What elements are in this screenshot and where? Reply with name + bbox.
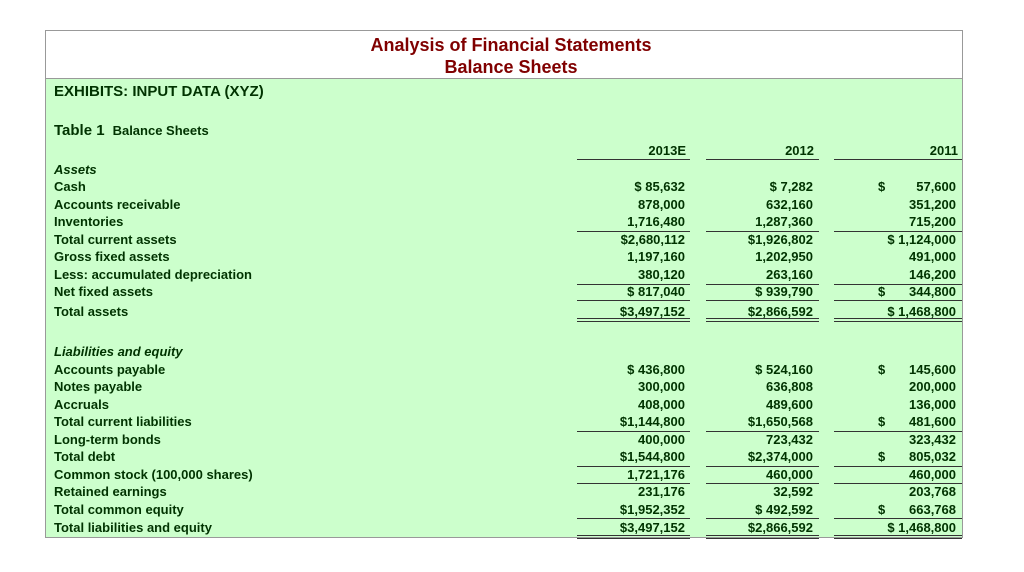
- underline: [834, 466, 962, 467]
- row-label: Accruals: [54, 397, 109, 412]
- underline: [706, 431, 819, 432]
- value-2013e: 878,000: [638, 197, 685, 212]
- underline: [834, 284, 962, 285]
- value-2012: $2,866,592: [747, 520, 813, 535]
- underline: [577, 518, 690, 519]
- row-label: Total debt: [54, 449, 116, 464]
- value-2013e: $ 817,040: [627, 284, 685, 299]
- value-2012: $ 524,160: [755, 362, 813, 377]
- value-2011: $ 1,124,000: [887, 232, 956, 247]
- exhibit-heading: EXHIBITS: INPUT DATA (XYZ): [54, 83, 264, 100]
- page-subtitle: Balance Sheets: [444, 57, 578, 77]
- row-label: Gross fixed assets: [54, 249, 170, 264]
- header-underline-2012: [706, 159, 819, 160]
- value-2012: 636,808: [766, 379, 813, 394]
- underline: [577, 483, 690, 484]
- underline: [834, 231, 962, 232]
- value-2012: 723,432: [766, 432, 813, 447]
- row-label: Accounts payable: [54, 362, 166, 377]
- value-2013e: $1,544,800: [619, 449, 685, 464]
- table-name: Balance Sheets: [112, 123, 209, 138]
- value-2012: $ 7,282: [769, 179, 813, 194]
- underline: [834, 483, 962, 484]
- currency-2011: $: [878, 284, 886, 299]
- value-2013e: 300,000: [638, 379, 685, 394]
- row-label: Retained earnings: [54, 484, 167, 499]
- value-2012: 632,160: [766, 197, 813, 212]
- underline: [577, 284, 690, 285]
- year-header-2011: 2011: [929, 143, 958, 158]
- value-2013e: $1,952,352: [619, 502, 685, 517]
- underline: [577, 431, 690, 432]
- row-label: Long-term bonds: [54, 432, 161, 447]
- row-label: Inventories: [54, 214, 124, 229]
- table-number: Table 1: [54, 122, 105, 139]
- underline: [706, 518, 819, 519]
- value-2012: 1,287,360: [755, 214, 813, 229]
- value-2011: 344,800: [909, 284, 956, 299]
- double-underline: [706, 318, 819, 322]
- currency-2011: $: [878, 179, 886, 194]
- row-label: Total common equity: [54, 502, 184, 517]
- double-underline: [577, 318, 690, 322]
- table-caption: [54, 122, 209, 140]
- value-2013e: $3,497,152: [619, 304, 685, 319]
- value-2013e: 1,721,176: [627, 467, 685, 482]
- value-2011: 351,200: [909, 197, 956, 212]
- value-2012: 460,000: [766, 467, 813, 482]
- value-2012: 32,592: [773, 484, 813, 499]
- value-2011: 323,432: [909, 432, 956, 447]
- value-2011: 136,000: [909, 397, 956, 412]
- value-2013e: 380,120: [638, 267, 685, 282]
- balance-sheet: [45, 30, 963, 538]
- value-2013e: 400,000: [638, 432, 685, 447]
- value-2012: 1,202,950: [755, 249, 813, 264]
- title-bar: [46, 31, 962, 79]
- value-2013e: $2,680,112: [620, 232, 685, 247]
- year-header-2012: 2012: [785, 143, 814, 158]
- value-2012: $ 939,790: [755, 284, 813, 299]
- underline: [706, 466, 819, 467]
- underline: [834, 518, 962, 519]
- row-label: Accounts receivable: [54, 197, 181, 212]
- value-2013e: $3,497,152: [619, 520, 685, 535]
- value-2013e: 1,197,160: [627, 249, 685, 264]
- row-label: Net fixed assets: [54, 284, 153, 299]
- value-2011: 460,000: [909, 467, 956, 482]
- underline: [706, 284, 819, 285]
- currency-2011: $: [878, 414, 886, 429]
- row-label: Total liabilities and equity: [54, 520, 212, 535]
- value-2011: 146,200: [909, 267, 956, 282]
- page-title: Analysis of Financial Statements: [370, 35, 652, 55]
- header-underline-2011: [834, 159, 962, 160]
- value-2011: 481,600: [909, 414, 956, 429]
- value-2012: $2,374,000: [747, 449, 813, 464]
- row-label: Total assets: [54, 304, 129, 319]
- underline: [706, 231, 819, 232]
- double-underline: [577, 535, 690, 539]
- row-label: Common stock (100,000 shares): [54, 467, 253, 482]
- value-2012: $ 492,592: [755, 502, 813, 517]
- double-underline: [834, 318, 962, 322]
- value-2013e: $ 85,632: [634, 179, 685, 194]
- underline: [834, 300, 962, 301]
- value-2012: $2,866,592: [747, 304, 813, 319]
- header-underline-2013e: [577, 159, 690, 160]
- assets-section-label: Assets: [54, 162, 97, 177]
- value-2012: 263,160: [766, 267, 813, 282]
- underline: [706, 300, 819, 301]
- value-2011: 57,600: [916, 179, 956, 194]
- value-2011: 805,032: [909, 449, 956, 464]
- value-2011: 145,600: [909, 362, 956, 377]
- row-label: Cash: [54, 179, 86, 194]
- value-2011: 203,768: [909, 484, 956, 499]
- row-label: Notes payable: [54, 379, 143, 394]
- value-2012: $1,650,568: [747, 414, 813, 429]
- currency-2011: $: [878, 362, 886, 377]
- row-label: Less: accumulated depreciation: [54, 267, 252, 282]
- value-2013e: 231,176: [638, 484, 685, 499]
- underline: [577, 300, 690, 301]
- row-label: Total current liabilities: [54, 414, 192, 429]
- value-2011: $ 1,468,800: [887, 520, 956, 535]
- value-2012: 489,600: [766, 397, 813, 412]
- value-2011: 715,200: [909, 214, 956, 229]
- value-2013e: 1,716,480: [627, 214, 685, 229]
- value-2013e: $ 436,800: [627, 362, 685, 377]
- underline: [834, 431, 962, 432]
- underline: [577, 466, 690, 467]
- double-underline: [834, 535, 962, 539]
- value-2012: $1,926,802: [747, 232, 813, 247]
- value-2011: $ 1,468,800: [887, 304, 956, 319]
- underline: [706, 483, 819, 484]
- value-2011: 200,000: [909, 379, 956, 394]
- currency-2011: $: [878, 449, 886, 464]
- double-underline: [706, 535, 819, 539]
- underline: [577, 231, 690, 232]
- row-label: Total current assets: [54, 232, 177, 247]
- value-2011: 491,000: [909, 249, 956, 264]
- currency-2011: $: [878, 502, 886, 517]
- value-2011: 663,768: [909, 502, 956, 517]
- value-2013e: $1,144,800: [619, 414, 685, 429]
- value-2013e: 408,000: [638, 397, 685, 412]
- liabilities-section-label: Liabilities and equity: [54, 344, 183, 359]
- year-header-2013e: 2013E: [648, 143, 686, 158]
